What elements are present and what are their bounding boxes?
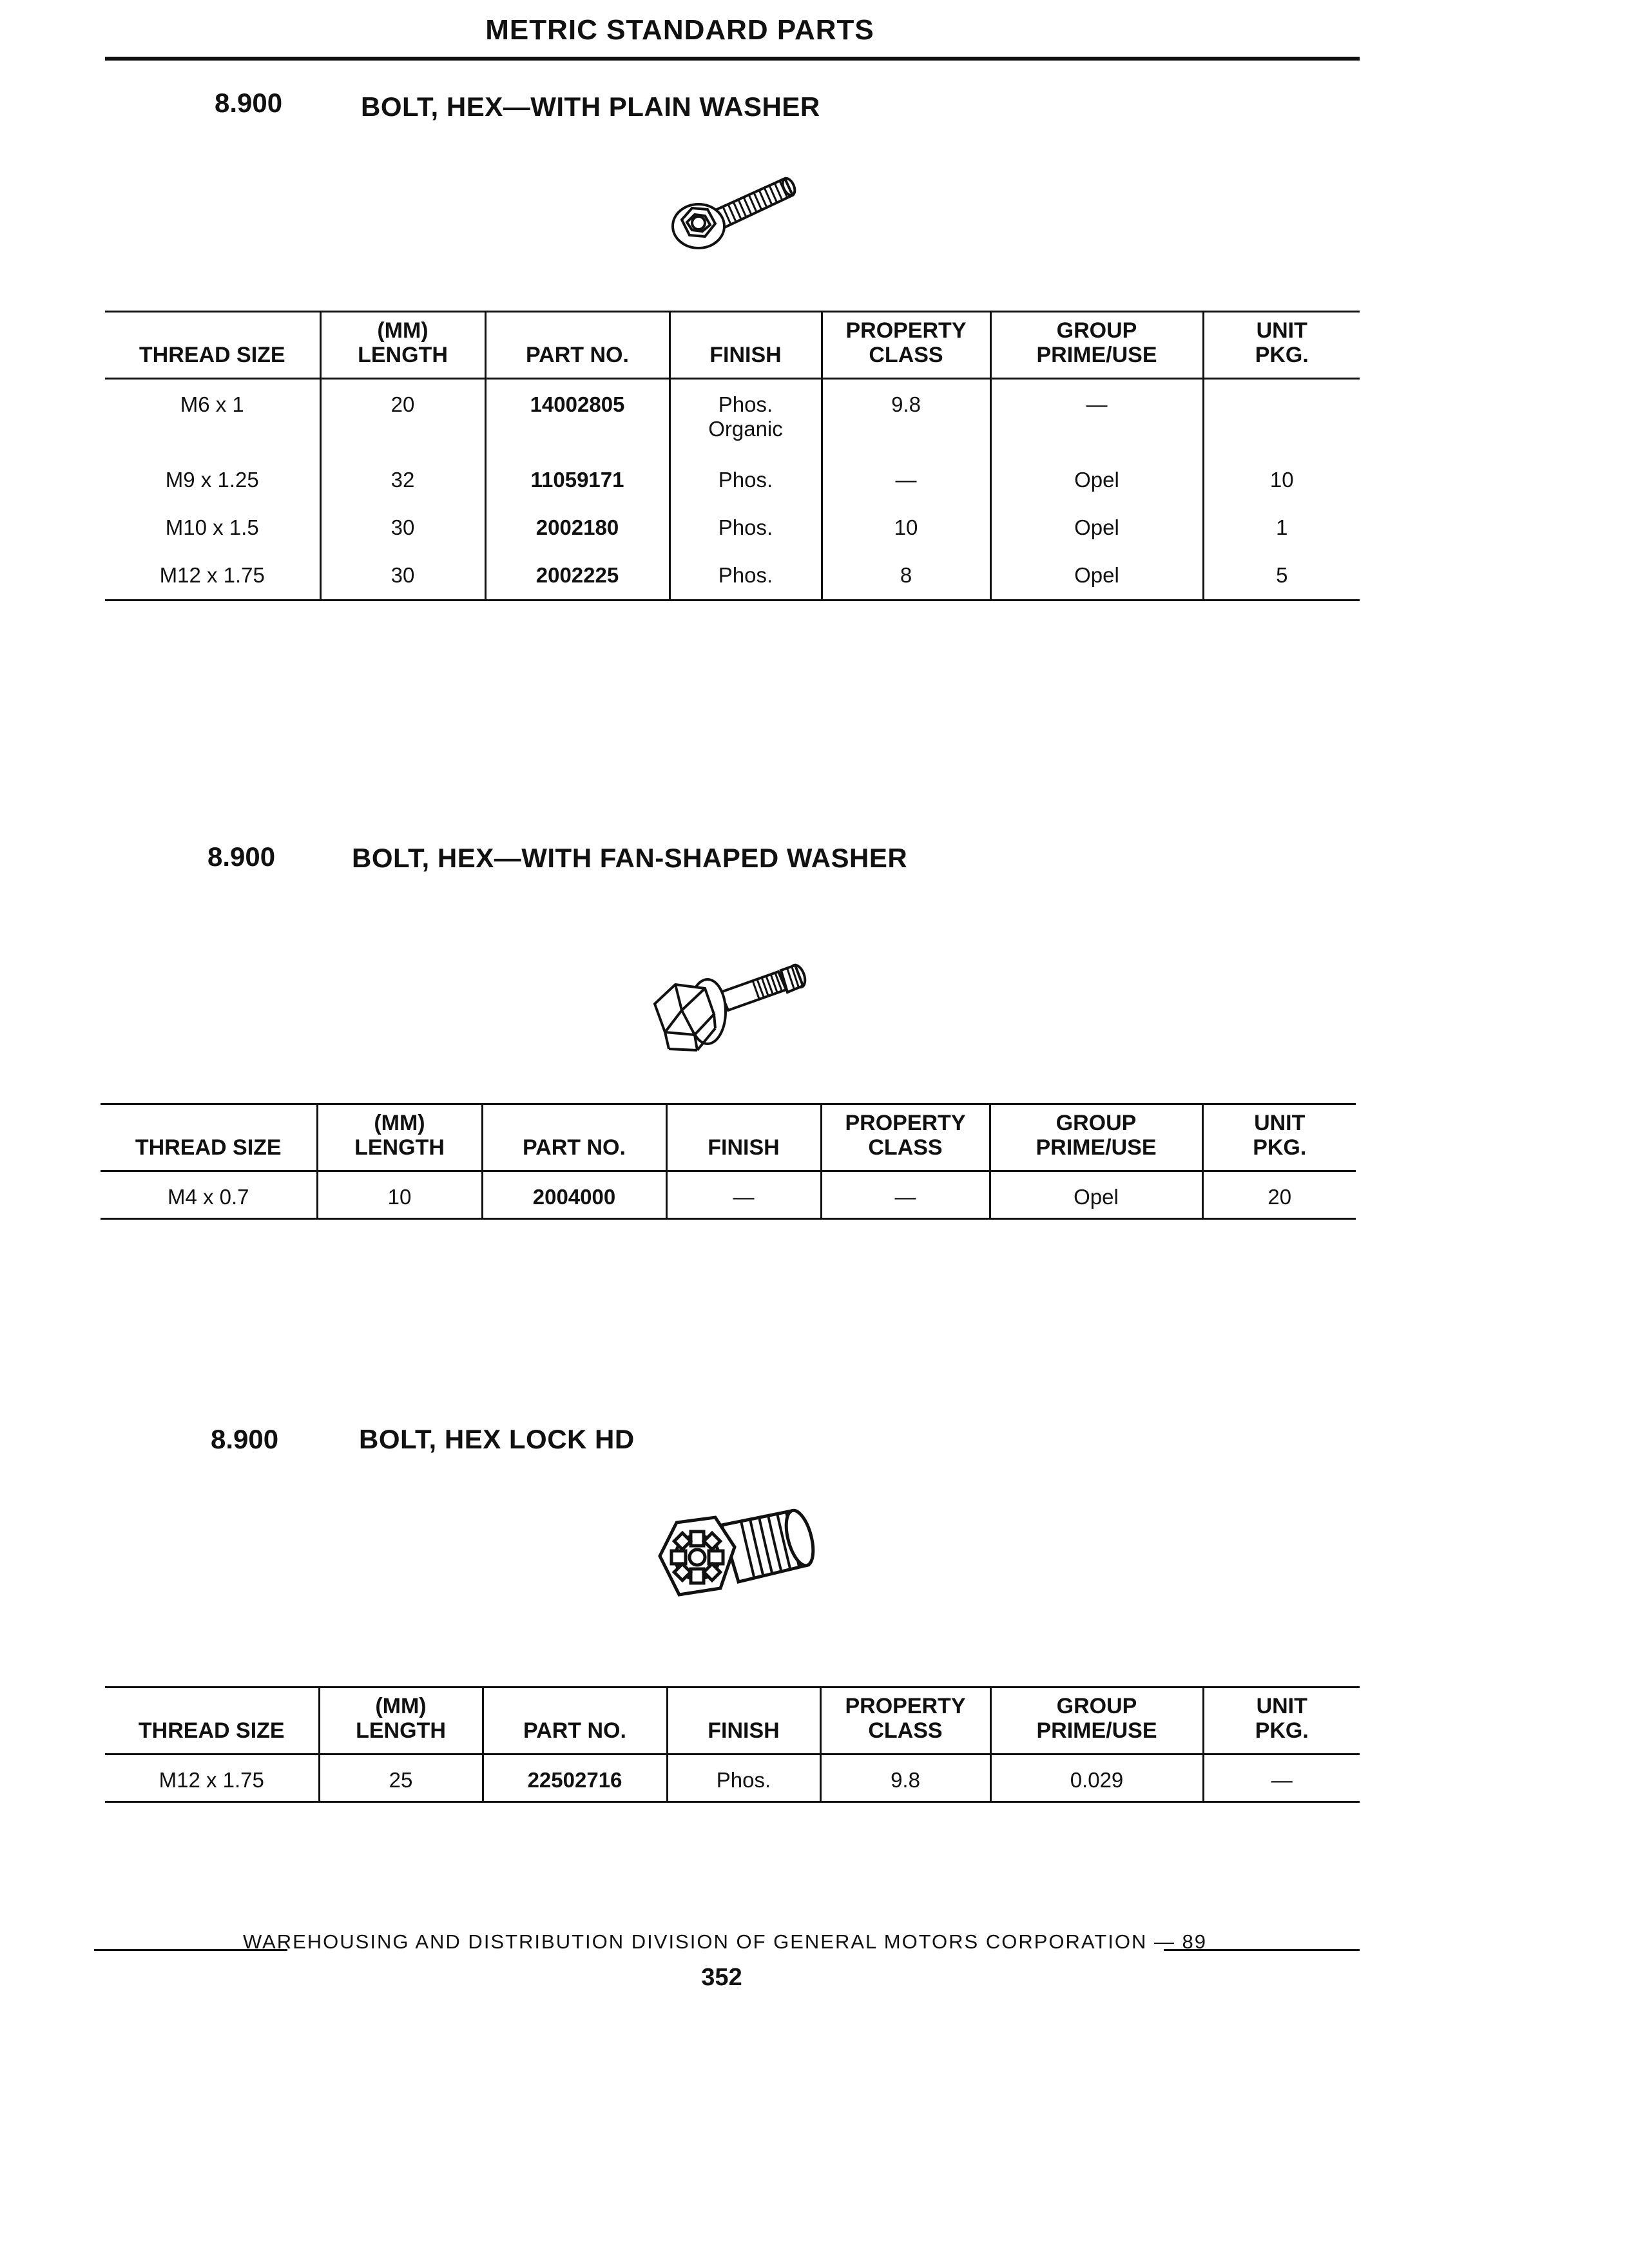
section-1-title: BOLT, HEX—WITH PLAIN WASHER [361,91,820,122]
cell-length: 30 [320,503,485,550]
cell-property-class: — [821,1171,990,1219]
section-1-table [105,311,1360,601]
hex-lock-head-bolt-icon [651,1498,825,1620]
cell-part-no: 2004000 [482,1171,666,1219]
cell-property-class: 8 [822,550,990,601]
cell-part-no: 2002180 [485,503,670,550]
col-part-no: PART NO. [483,1687,667,1754]
footer-text: WAREHOUSING AND DISTRIBUTION DIVISION OF GENERAL MOTORS CORPORATION — 89 [242,1930,1208,1953]
cell-group: Opel [990,1171,1202,1219]
table-row [105,455,1360,503]
cell-thread-size: M9 x 1.25 [165,467,259,492]
cell-thread-size: M12 x 1.75 [105,550,320,601]
page-header: METRIC STANDARD PARTS [485,14,874,46]
cell-length: 32 [320,455,485,503]
table-row [105,550,1360,601]
cell-finish: Phos. [670,455,822,503]
col-length: (MM) LENGTH [320,312,485,379]
col-unit-pkg: UNIT PKG. [1203,312,1360,379]
cell-length: 20 [320,379,485,455]
col-thread-size: THREAD SIZE [105,1687,319,1754]
cell-group: Opel [990,503,1203,550]
col-unit-pkg: UNIT PKG. [1203,1687,1360,1754]
table-row [105,503,1360,550]
col-property-class: PROPERTY CLASS [820,1687,990,1754]
col-unit-pkg: UNIT PKG. [1202,1104,1356,1171]
cell-group: Opel [990,550,1203,601]
table-header-row [101,1104,1356,1171]
cell-group: Opel [990,455,1203,503]
col-finish: FINISH [666,1104,821,1171]
col-part-no: PART NO. [485,312,670,379]
table-row [105,1754,1360,1802]
col-part-no: PART NO. [482,1104,666,1171]
col-finish: FINISH [667,1687,820,1754]
cell-part-no: 22502716 [483,1754,667,1802]
col-finish: FINISH [670,312,822,379]
cell-finish: — [666,1171,821,1219]
cell-property-class: — [822,455,990,503]
col-property-class: PROPERTY CLASS [822,312,990,379]
table-row [101,1171,1356,1219]
section-1-number: 8.900 [215,88,283,118]
hex-bolt-fan-washer-icon [643,947,824,1057]
cell-thread-size: M12 x 1.75 [105,1754,319,1802]
table-header-row [105,1687,1360,1754]
cell-unit-pkg: 5 [1203,550,1360,601]
cell-part-no: 14002805 [485,379,670,455]
col-length: (MM) LENGTH [317,1104,482,1171]
col-group-prime-use: GROUP PRIME/USE [990,312,1203,379]
cell-thread-size: M6 x 1 [180,392,244,416]
section-2-number: 8.900 [207,841,276,872]
col-thread-size: THREAD SIZE [105,312,320,379]
cell-property-class: 9.8 [822,379,990,455]
cell-unit-pkg [1203,379,1360,455]
section-2-title: BOLT, HEX—WITH FAN-SHAPED WASHER [352,843,908,873]
hex-bolt-plain-washer-icon [664,164,805,255]
cell-finish: Phos. [670,550,822,601]
section-3-number: 8.900 [211,1424,279,1454]
cell-part-no: 2002225 [485,550,670,601]
cell-property-class: 9.8 [820,1754,990,1802]
cell-part-no: 11059171 [485,455,670,503]
cell-length: 30 [320,550,485,601]
table-row [105,379,1360,455]
col-property-class: PROPERTY CLASS [821,1104,990,1171]
header-rule [105,57,1360,61]
cell-group: — [990,379,1203,455]
cell-unit-pkg: 20 [1202,1171,1356,1219]
col-group-prime-use: GROUP PRIME/USE [990,1687,1203,1754]
cell-group: 0.029 [990,1754,1203,1802]
cell-finish: Phos. Organic [670,379,822,455]
cell-property-class: 10 [822,503,990,550]
cell-thread-size: M4 x 0.7 [101,1171,317,1219]
cell-length: 10 [317,1171,482,1219]
cell-unit-pkg: 10 [1203,455,1360,503]
cell-finish: Phos. [670,503,822,550]
table-header-row [105,312,1360,379]
cell-length: 25 [319,1754,483,1802]
cell-unit-pkg: 1 [1203,503,1360,550]
col-length: (MM) LENGTH [319,1687,483,1754]
section-3-table [105,1686,1360,1803]
cell-finish: Phos. [667,1754,820,1802]
section-3-title: BOLT, HEX LOCK HD [359,1424,635,1454]
cell-thread-size: M10 x 1.5 [165,515,259,539]
cell-unit-pkg: — [1203,1754,1360,1802]
col-thread-size: THREAD SIZE [101,1104,317,1171]
col-group-prime-use: GROUP PRIME/USE [990,1104,1202,1171]
page-number: 352 [701,1964,742,1991]
section-2-table [101,1103,1356,1220]
